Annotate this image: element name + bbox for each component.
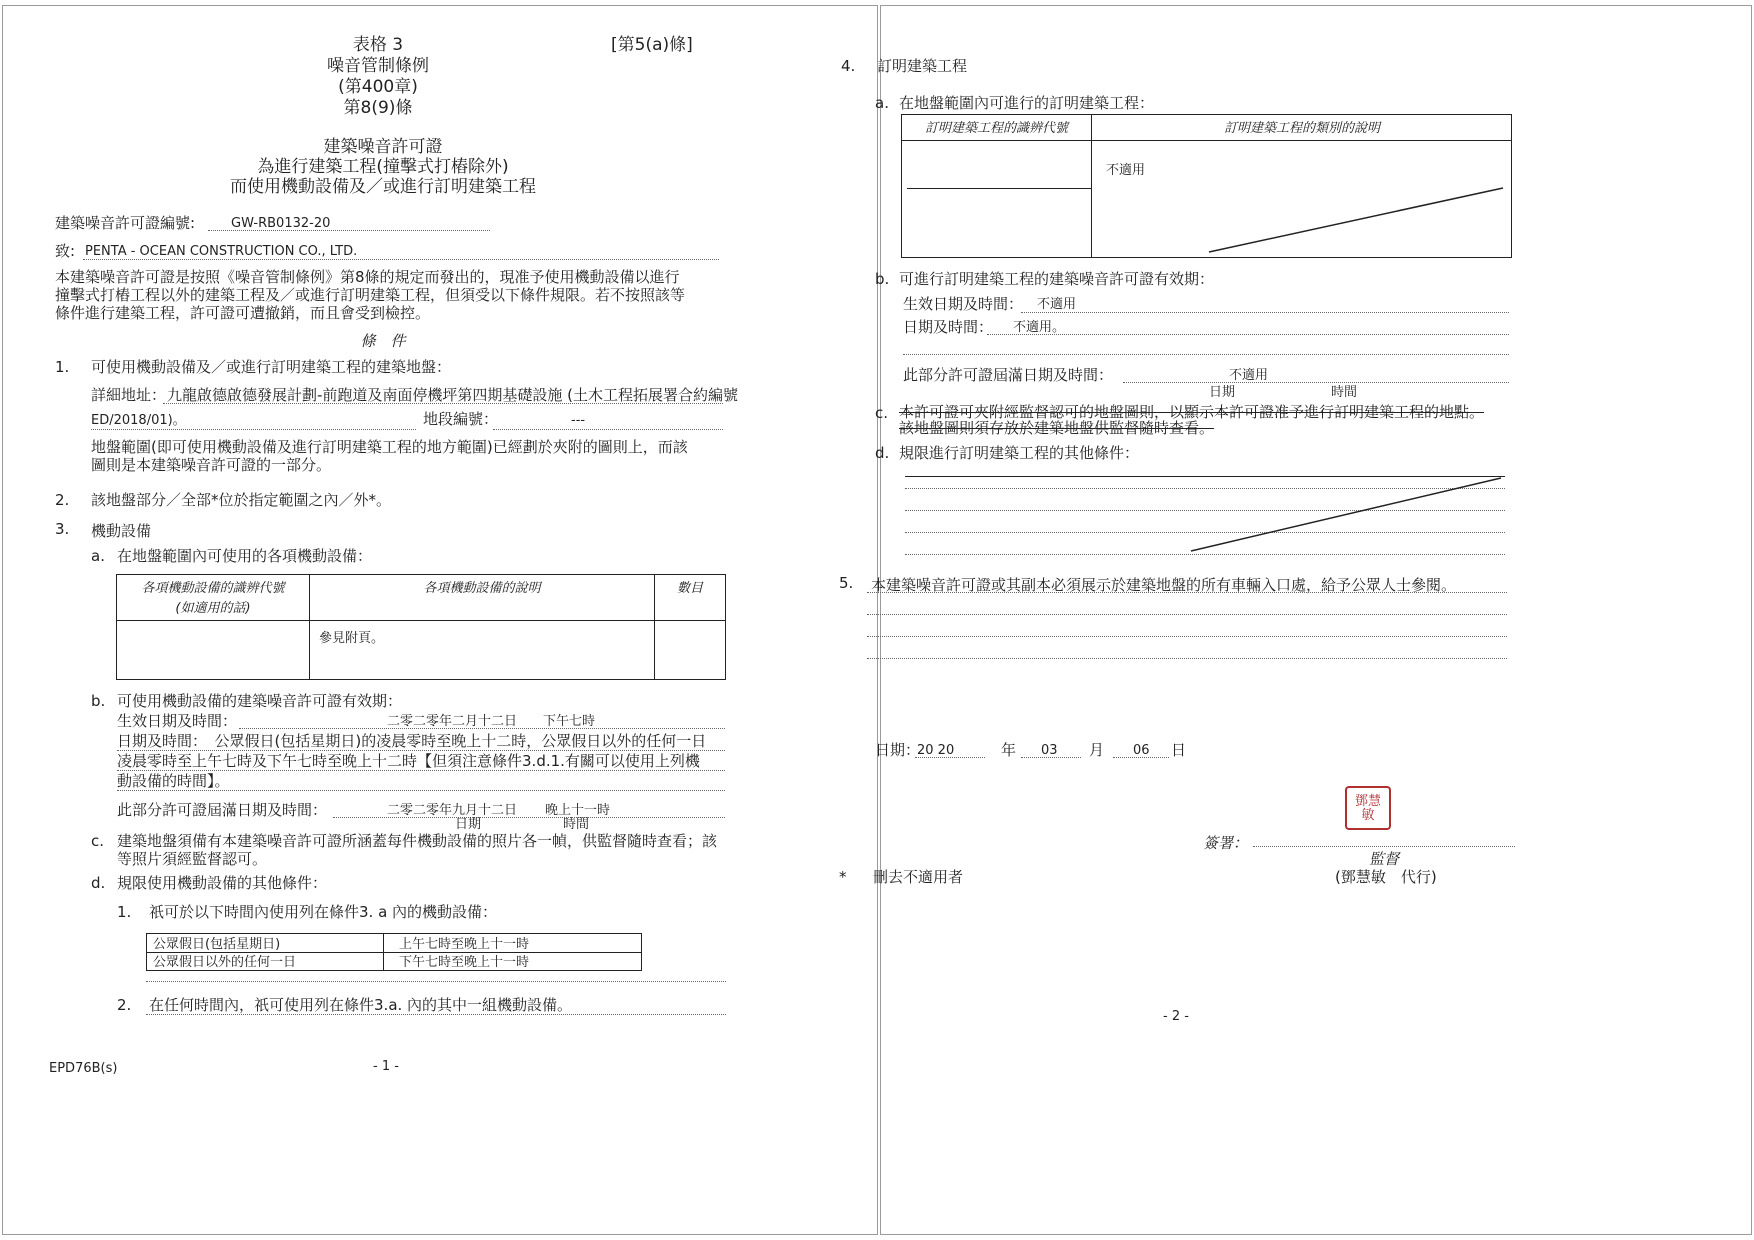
pcw-expiry-label: 此部分許可證屆滿日期及時間： bbox=[903, 366, 1114, 384]
condition-4d-strikeout bbox=[881, 6, 1753, 1236]
hours-row-2-hours: 下午七時至晚上十一時 bbox=[399, 955, 530, 970]
condition-5-rule-4 bbox=[867, 658, 1507, 659]
intro-line-3: 條件進行建築工程，許可證可遭撤銷，而且會受到檢控。 bbox=[55, 304, 431, 322]
issue-year: 20 20 bbox=[917, 743, 955, 758]
expiry-underline bbox=[333, 817, 725, 818]
site-address-line-2: ED/2018/01)。 bbox=[91, 413, 186, 428]
condition-3d-text: 規限使用機動設備的其他條件： bbox=[117, 874, 328, 892]
site-address-line-1: 九龍啟德啟德發展計劃-前跑道及南面停機坪第四期基礎設施 (土木工程拓展署合約編號 bbox=[167, 386, 739, 404]
condition-3d1-text: 祇可於以下時間內使用列在條件3. a 內的機動設備： bbox=[149, 903, 498, 921]
equipment-description-header: 各項機動設備的說明 bbox=[423, 581, 541, 596]
condition-2-text: 該地盤部分／全部*位於指定範圍之內／外*。 bbox=[91, 491, 392, 509]
pcw-description-header: 訂明建築工程的類別的說明 bbox=[1223, 121, 1380, 136]
condition-3d2-text: 在任何時間內，祇可使用列在條件3.a. 內的其中一組機動設備。 bbox=[149, 996, 573, 1014]
condition-3a-label: a. bbox=[91, 547, 105, 565]
pcw-effective-label: 生效日期及時間： bbox=[903, 295, 1024, 313]
section-reference: [第5(a)條] bbox=[611, 35, 693, 55]
condition-3b-text: 可使用機動設備的建築噪音許可證有效期： bbox=[117, 692, 403, 710]
period-underline-1 bbox=[117, 750, 725, 751]
issue-day: 06 bbox=[1133, 743, 1150, 758]
condition-4d-text: 規限進行訂明建築工程的其他條件： bbox=[899, 444, 1140, 462]
permit-no-value: GW-RB0132-20 bbox=[231, 216, 331, 231]
issue-date-label: 日期： bbox=[875, 741, 921, 759]
site-range-line-1: 地盤範圍(即可使用機動設備及進行訂明建築工程的地方範圍)已經劃於夾附的圖則上，而該 bbox=[91, 438, 688, 456]
condition-5-rule-2 bbox=[867, 614, 1507, 615]
hours-row-2-day: 公眾假日以外的任何一日 bbox=[153, 955, 297, 970]
condition-4-heading: 訂明建築工程 bbox=[877, 57, 968, 75]
effective-underline bbox=[239, 728, 725, 729]
condition-3c-line-1: 建築地盤須備有本建築噪音許可證所涵蓋每件機動設備的照片各一幀，供監督隨時查看；該 bbox=[117, 832, 718, 850]
addressee-line bbox=[83, 259, 719, 260]
condition-3-number: 3. bbox=[55, 520, 70, 538]
condition-4c-line-1: 本許可證可夾附經監督認可的地盤圖則，以顯示本許可證准予進行訂明建築工程的地點。 bbox=[899, 403, 1485, 421]
permit-subtitle-2: 而使用機動設備及／或進行訂明建築工程 bbox=[230, 177, 536, 197]
condition-5-text: 本建築噪音許可證或其副本必須展示於建築地盤的所有車輛入口處，給予公眾人士參閱。 bbox=[871, 576, 1457, 594]
official-seal bbox=[1345, 786, 1391, 830]
condition-4-number: 4. bbox=[841, 57, 856, 75]
lot-number-value: --- bbox=[571, 413, 586, 428]
period-line-1: 日期及時間： 公眾假日(包括星期日)的凌晨零時至晚上十二時，公眾假日以外的任何一日 bbox=[117, 732, 707, 750]
condition-4b-label: b. bbox=[875, 270, 890, 288]
pcw-description-cell: 不適用 bbox=[1106, 163, 1146, 178]
pcw-effective-value: 不適用 bbox=[1037, 297, 1077, 312]
ordinance-name: 噪音管制條例 bbox=[327, 56, 429, 76]
permit-title: 建築噪音許可證 bbox=[323, 137, 443, 157]
condition-2-number: 2. bbox=[55, 491, 70, 509]
pcw-expiry-time-caption: 時間 bbox=[1331, 385, 1358, 400]
form-number: 表格 3 bbox=[352, 35, 404, 55]
condition-3c-line-2: 等照片須經監督認可。 bbox=[117, 850, 268, 868]
addressee-value: PENTA - OCEAN CONSTRUCTION CO., LTD. bbox=[85, 244, 358, 259]
condition-1-text: 可使用機動設備及／或進行訂明建築工程的建築地盤： bbox=[91, 358, 452, 376]
equipment-table-header-rule bbox=[116, 620, 726, 621]
equipment-id-header: 各項機動設備的識辨代號 bbox=[141, 581, 285, 596]
site-address-underline-2 bbox=[91, 429, 416, 430]
signatory-name: (鄧慧敏 代行) bbox=[1335, 868, 1437, 886]
equipment-quantity-header: 數目 bbox=[676, 581, 703, 596]
condition-1-number: 1. bbox=[55, 358, 70, 376]
lot-number-underline bbox=[493, 429, 723, 430]
conditions-heading: 條 件 bbox=[360, 332, 406, 350]
effective-date: 二零二零年二月十二日 bbox=[387, 714, 518, 729]
pcw-id-header: 訂明建築工程的識辨代號 bbox=[924, 121, 1068, 136]
hours-row-1-day: 公眾假日(包括星期日) bbox=[153, 937, 281, 952]
addressee-label: 致: bbox=[55, 242, 76, 260]
period-line-2: 凌晨零時至上午七時及下午七時至晚上十二時【但須注意條件3.d.1.有關可以使用上列機 bbox=[117, 752, 700, 770]
expiry-date: 二零二零年九月十二日 bbox=[387, 803, 518, 818]
signature-line bbox=[1253, 846, 1515, 847]
permit-page-1 bbox=[2, 5, 878, 1235]
effective-time: 下午七時 bbox=[543, 714, 596, 729]
lot-number-label: 地段編號： bbox=[423, 410, 499, 428]
ordinance-chapter: (第400章) bbox=[338, 77, 418, 97]
condition-3d-label: d. bbox=[91, 874, 106, 892]
condition-4c-line-2: 該地盤圖則須存放於建築地盤供監督隨時查看。 bbox=[899, 419, 1215, 437]
condition-5-number: 5. bbox=[839, 574, 854, 592]
effective-label: 生效日期及時間： bbox=[117, 712, 238, 730]
signature-label: 簽署： bbox=[1203, 834, 1249, 852]
issue-month-unit: 月 bbox=[1089, 741, 1105, 759]
expiry-label: 此部分許可證屆滿日期及時間： bbox=[117, 801, 328, 819]
permit-no-line bbox=[208, 230, 490, 231]
condition-4a-text: 在地盤範圍內可進行的訂明建築工程： bbox=[899, 94, 1155, 112]
condition-3-heading: 機動設備 bbox=[91, 522, 152, 540]
period-underline-3 bbox=[117, 790, 725, 791]
permit-page-2 bbox=[839, 5, 1752, 1235]
expiry-time: 晚上十一時 bbox=[545, 803, 611, 818]
page-1-number: - 1 - bbox=[373, 1059, 399, 1074]
site-address-underline-1 bbox=[163, 403, 723, 404]
condition-4a-label: a. bbox=[875, 94, 889, 112]
page-2-number: - 2 - bbox=[1163, 1009, 1189, 1024]
condition-5-rule-3 bbox=[867, 636, 1507, 637]
pcw-expiry-value: 不適用 bbox=[1229, 368, 1269, 383]
condition-4d-label: d. bbox=[875, 444, 890, 462]
period-underline-2 bbox=[117, 770, 725, 771]
issue-month: 03 bbox=[1041, 743, 1058, 758]
condition-4b-text: 可進行訂明建築工程的建築噪音許可證有效期： bbox=[899, 270, 1215, 288]
condition-3d1-number: 1. bbox=[117, 903, 132, 921]
footnote-text: 刪去不適用者 bbox=[873, 868, 964, 886]
seal-text: 鄧慧敏 bbox=[1354, 794, 1381, 823]
condition-3d2-number: 2. bbox=[117, 996, 132, 1014]
intro-line-1: 本建築噪音許可證是按照《噪音管制條例》第8條的規定而發出的，現准予使用機動設備以進行 bbox=[55, 268, 680, 286]
ordinance-section: 第8(9)條 bbox=[343, 98, 413, 118]
hours-row-1-hours: 上午七時至晚上十一時 bbox=[399, 937, 530, 952]
permit-no-label: 建築噪音許可證編號: bbox=[55, 214, 196, 232]
condition-3b-label: b. bbox=[91, 692, 106, 710]
form-code: EPD76B(s) bbox=[49, 1061, 118, 1076]
period-line-3: 動設備的時間】。 bbox=[117, 772, 230, 790]
issue-year-unit: 年 bbox=[1001, 741, 1017, 759]
hours-table-underline bbox=[146, 981, 726, 982]
issue-day-underline bbox=[1113, 757, 1169, 758]
authority-title: 監督 bbox=[1369, 850, 1400, 868]
condition-5-rule-1 bbox=[867, 592, 1507, 593]
condition-3d2-underline bbox=[146, 1014, 726, 1015]
footnote-marker: * bbox=[839, 868, 847, 886]
pcw-period-label: 日期及時間： bbox=[903, 318, 994, 336]
permit-subtitle-1: 為進行建築工程(撞擊式打樁除外) bbox=[257, 157, 509, 177]
site-address-label: 詳細地址： bbox=[91, 386, 167, 404]
expiry-date-caption: 日期 bbox=[455, 817, 482, 832]
pcw-period-value: 不適用。 bbox=[1013, 320, 1066, 335]
equipment-description-cell: 參見附頁。 bbox=[319, 631, 385, 646]
site-range-line-2: 圖則是本建築噪音許可證的一部分。 bbox=[91, 456, 332, 474]
expiry-time-caption: 時間 bbox=[563, 817, 590, 832]
condition-3c-label: c. bbox=[91, 832, 105, 850]
issue-month-underline bbox=[1021, 757, 1081, 758]
issue-day-unit: 日 bbox=[1171, 741, 1187, 759]
intro-line-2: 撞擊式打樁工程以外的建築工程及／或進行訂明建築工程，但須受以下條件規限。若不按照該等 bbox=[55, 286, 686, 304]
condition-3a-text: 在地盤範圍內可使用的各項機動設備： bbox=[117, 547, 373, 565]
equipment-id-header-note: (如適用的話) bbox=[175, 601, 251, 616]
pcw-expiry-date-caption: 日期 bbox=[1209, 385, 1236, 400]
issue-year-underline bbox=[915, 757, 985, 758]
condition-4c-label: c. bbox=[875, 404, 889, 422]
